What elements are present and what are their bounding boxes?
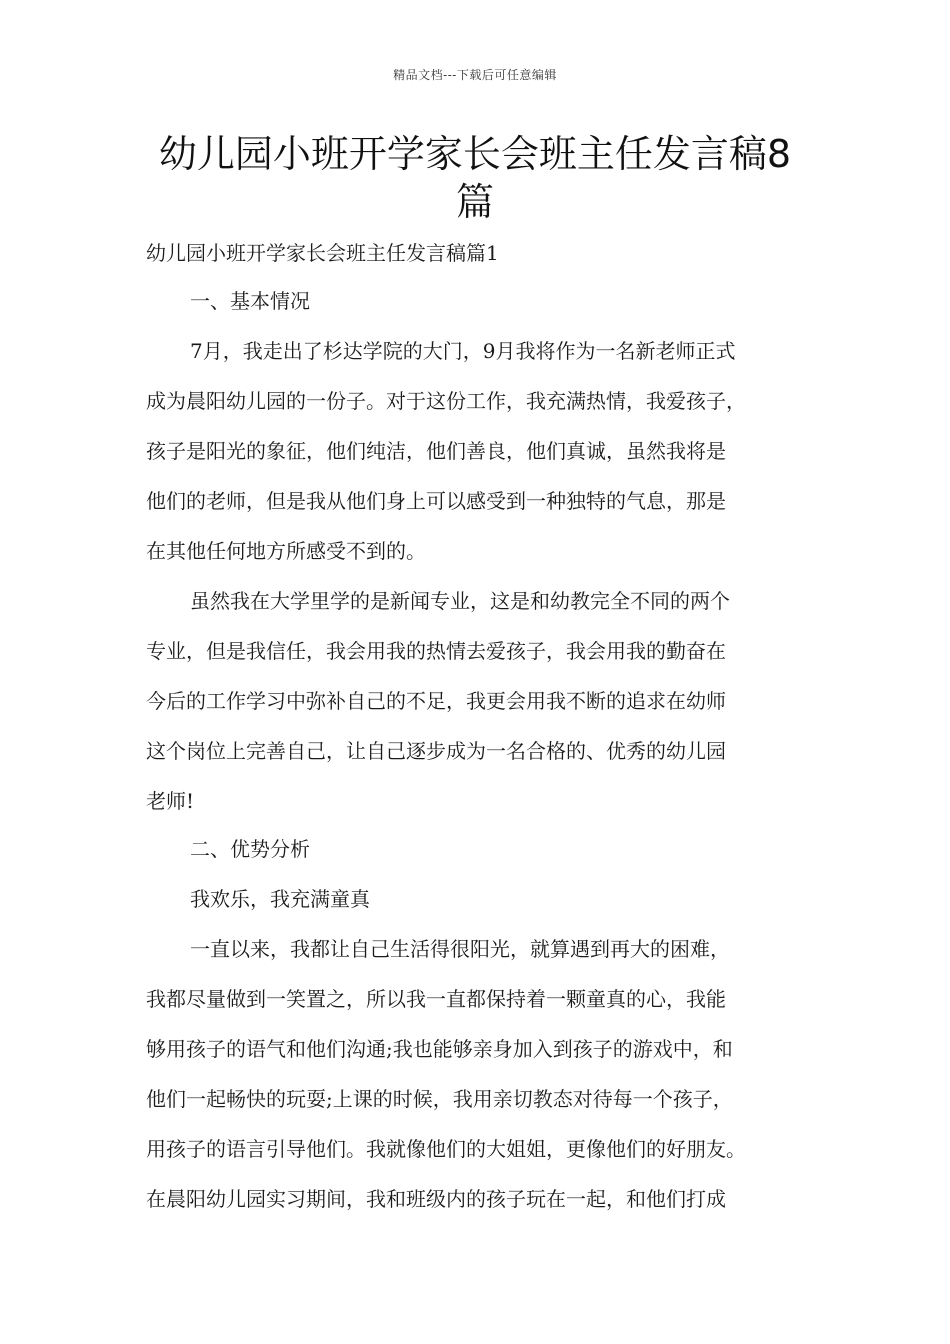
paragraph-2-line-3: 今后的工作学习中弥补自己的不足，我更会用我不断的追求在幼师 (146, 689, 726, 713)
paragraph-1-line-4: 他们的老师，但是我从他们身上可以感受到一种独特的气息，那是 (146, 489, 726, 513)
paragraph-3-line-5: 用孩子的语言引导他们。我就像他们的大姐姐，更像他们的好朋友。 (146, 1137, 746, 1161)
paragraph-1-line-2: 成为晨阳幼儿园的一份子。对于这份工作，我充满热情，我爱孩子， (146, 389, 746, 413)
paragraph-3-line-6: 在晨阳幼儿园实习期间，我和班级内的孩子玩在一起，和他们打成 (146, 1187, 726, 1211)
paragraph-3-line-4: 他们一起畅快的玩耍;上课的时候，我用亲切教态对待每一个孩子， (146, 1087, 733, 1111)
subheading-happy: 我欢乐，我充满童真 (190, 887, 370, 911)
paragraph-1-line-1: 7月，我走出了杉达学院的大门，9月我将作为一名新老师正式 (190, 339, 736, 363)
paragraph-3-line-1: 一直以来，我都让自己生活得很阳光，就算遇到再大的困难， (190, 937, 730, 961)
header-note: 精品文档---下载后可任意编辑 (393, 68, 557, 82)
paragraph-1-line-5: 在其他任何地方所感受不到的。 (146, 539, 426, 563)
paragraph-3-line-2: 我都尽量做到一笑置之，所以我一直都保持着一颗童真的心，我能 (146, 987, 726, 1011)
section-subtitle: 幼儿园小班开学家长会班主任发言稿篇1 (146, 241, 499, 265)
paragraph-2-line-5: 老师! (146, 789, 195, 813)
heading-advantage-analysis: 二、优势分析 (190, 837, 310, 861)
paragraph-2-line-1: 虽然我在大学里学的是新闻专业，这是和幼教完全不同的两个 (190, 589, 730, 613)
paragraph-2-line-2: 专业，但是我信任，我会用我的热情去爱孩子，我会用我的勤奋在 (146, 639, 726, 663)
paragraph-1-line-3: 孩子是阳光的象征，他们纯洁，他们善良，他们真诚，虽然我将是 (146, 439, 726, 463)
paragraph-2-line-4: 这个岗位上完善自己，让自己逐步成为一名合格的、优秀的幼儿园 (146, 739, 726, 763)
document-title: 幼儿园小班开学家长会班主任发言稿8篇 (158, 132, 792, 224)
heading-basic-situation: 一、基本情况 (190, 289, 310, 313)
paragraph-3-line-3: 够用孩子的语气和他们沟通;我也能够亲身加入到孩子的游戏中，和 (146, 1037, 733, 1061)
